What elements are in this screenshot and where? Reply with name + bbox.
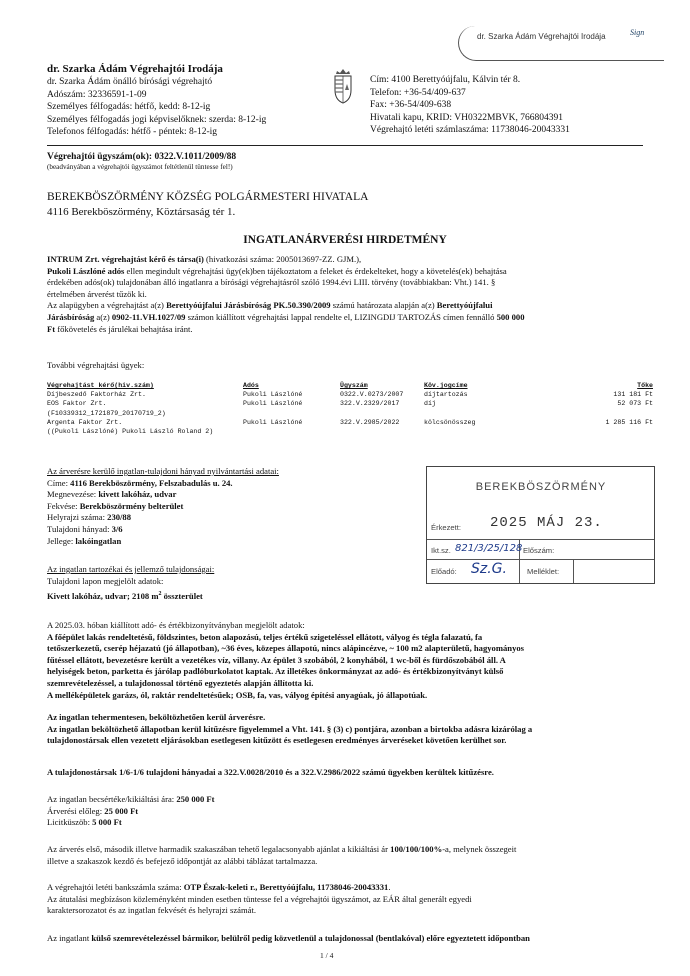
header-contact-line: Végrehajtó letéti számlaszáma: 11738046-20043331 bbox=[370, 125, 570, 135]
table-cell: kölcsönösszeg bbox=[424, 418, 476, 426]
stamp-date: 2025 MÁJ 23. bbox=[490, 515, 603, 531]
field-label: Az ingatlan becsértéke/kikiáltási ára: bbox=[47, 794, 177, 804]
table-cell bbox=[340, 427, 424, 436]
header-contact-line: Telefon: +36-54/409-637 bbox=[370, 87, 466, 98]
features-sub: Tulajdoni lapon megjelölt adatok: bbox=[47, 575, 164, 586]
stamp-town: BEREKBÖSZÖRMÉNY bbox=[475, 481, 607, 493]
stamp-divider bbox=[427, 539, 654, 540]
field-label: Helyrajzi száma: bbox=[47, 512, 108, 523]
table-cell: 322.V.2329/2017 bbox=[340, 400, 400, 408]
stamp-file-handwriting: 821/3/25/128 bbox=[455, 543, 523, 554]
document-title: INGATLANÁRVERÉSI HIRDETMÉNY bbox=[243, 234, 447, 246]
case-number-block bbox=[47, 151, 236, 172]
table-cell: Argenta Faktor Zrt. bbox=[47, 418, 123, 426]
table-row bbox=[47, 399, 653, 408]
property-address: 4116 Berekböszörmény, Felszabadulás u. 24. bbox=[70, 477, 233, 488]
tenure-line: tulajdonostársak ellen vezetett eljárásokban esetlegesen kitűzött és esetlegesen eredményes árveréseket követően kerülhet sor. bbox=[47, 735, 507, 746]
field-label: Árverési előleg: bbox=[47, 805, 105, 816]
page-number: 1 / 4 bbox=[320, 951, 334, 960]
table-cell: EOS Faktor Zrt. bbox=[47, 400, 107, 408]
features-heading: Az ingatlan tartozékai és jellemző tulajdonságai: bbox=[47, 564, 215, 574]
property-block bbox=[47, 466, 279, 547]
table-cell: Pukoli Lászlóné bbox=[243, 418, 303, 426]
recipient-name: BEREKBÖSZÖRMÉNY KÖZSÉG POLGÁRMESTERI HIVATALA bbox=[47, 191, 369, 203]
land-area: Kivett lakóház, udvar; 2108 m bbox=[47, 591, 159, 602]
table-row bbox=[47, 427, 653, 436]
valuation-intro: A 2025.03. hóban kiállított adó- és értékbizonyítványban megjelölt adatok: bbox=[47, 620, 305, 630]
stamp-received-label: Érkezett: bbox=[431, 523, 461, 532]
bid-increment: 5 000 Ft bbox=[92, 817, 122, 828]
bank-block bbox=[47, 882, 657, 917]
stamp-file-label: Ikt.sz. bbox=[431, 546, 451, 555]
field-label: Megnevezése: bbox=[47, 489, 99, 500]
header-divider bbox=[47, 145, 643, 146]
column-header: Adós bbox=[243, 382, 259, 389]
office-name: dr. Szarka Ádám Végrehajtói Irodája bbox=[47, 63, 223, 75]
header-contact-line: Hivatali kapu, KRID: VH0322MBVK, 766804391 bbox=[370, 112, 563, 123]
auction-text: Az árverés első, második illetve harmadik szakaszában tehető legalacsonyabb ajánlat a kikiáltási ár bbox=[47, 844, 391, 854]
auction-text: -a, melynek összegeit bbox=[442, 844, 517, 854]
other-cases-heading: További végrehajtási ügyek: bbox=[47, 360, 145, 370]
table-cell: 322.V.2985/2022 bbox=[340, 418, 400, 426]
parcel-number: 230/88 bbox=[107, 512, 132, 523]
valuation-line: szemrevételezéssel, a tulajdonossal történő egyeztetés alapján állította ki. bbox=[47, 677, 314, 688]
creditor-name: INTRUM Zrt. végrehajtást kérő és társa(i) bbox=[47, 254, 204, 264]
table-header-row bbox=[47, 381, 653, 390]
recipient-address: 4116 Berekböszörmény, Köztársaság tér 1. bbox=[47, 206, 236, 218]
intro-text-part: főkövetelés és járulékai behajtása iránt. bbox=[55, 323, 193, 334]
stamp-divider bbox=[573, 559, 574, 583]
prices-block bbox=[47, 794, 215, 829]
intro-text-part: érdekében adós(ok) tulajdonában álló ingatlanra a bírósági végrehajtásról szóló 1994.évi LIII. törvény (továbbiakban: Vht.) 141. § bbox=[47, 277, 496, 288]
table-row bbox=[47, 418, 653, 427]
stamp-clerk-label: Előadó: bbox=[431, 567, 457, 576]
bank-note: karaktersorozatot és az ingatlan fekvését és helyrajzi számát. bbox=[47, 905, 257, 916]
column-header: Tőke bbox=[637, 382, 653, 389]
valuation-block bbox=[47, 620, 657, 701]
column-header: Végrehajtást kérő(hiv.szám) bbox=[47, 382, 154, 389]
field-label: Fekvése: bbox=[47, 500, 80, 511]
case-note: (beadványában a végrehajtói ügyszámot feltétlenül tüntesse fel!) bbox=[47, 163, 233, 171]
minimum-bid-percent: 100/100/100% bbox=[390, 844, 443, 854]
case-number: Végrehajtói ügyszám(ok): 0322.V.1011/2009/88 bbox=[47, 152, 237, 162]
table-cell bbox=[424, 427, 524, 436]
office-header-left bbox=[47, 62, 266, 139]
debtor-name: Pukoli Lászlóné adós bbox=[47, 265, 125, 276]
land-area-suffix: összterület bbox=[161, 591, 203, 602]
header-line: Adószám: 32336591-1-09 bbox=[47, 89, 147, 100]
table-cell bbox=[340, 409, 424, 418]
header-line: Telefonos félfogadás: hétfő - péntek: 8-12-ig bbox=[47, 127, 218, 137]
table-cell: díj bbox=[424, 400, 436, 408]
table-cell: Díjbeszedő Faktorház Zrt. bbox=[47, 391, 146, 399]
field-label: Címe: bbox=[47, 477, 71, 488]
tenure-line: Az ingatlan beköltözhető állapotban kerül kitűzésre figyelemmel a Vht. 141. § (3) c) pontjára, azonban a birtokba adásra kizárólag a bbox=[47, 723, 533, 734]
header-line: Személyes félfogadás: hétfő, kedd: 8-12-ig bbox=[47, 102, 211, 112]
bank-punctuation: . bbox=[388, 882, 391, 892]
table-cell: ((Pukoli Lászlóné) Pukoli László Roland 2) bbox=[47, 428, 214, 436]
coat-of-arms-icon bbox=[332, 68, 354, 104]
column-header: Köv.jogcíme bbox=[424, 382, 468, 389]
other-cases-table bbox=[47, 381, 653, 436]
valuation-line: tetőszerkezetű, cserép héjazatú (jó állapotban), ~36 éves, közepes állapotú, nincs alápincézve, ~ 100 m2 alapterületű, hagyományos bbox=[47, 643, 525, 654]
features-block bbox=[47, 564, 214, 603]
auction-stages-block bbox=[47, 844, 657, 867]
office-header-right bbox=[370, 74, 570, 137]
stamp-clerk-handwriting: Sz.G. bbox=[471, 561, 507, 577]
table-cell bbox=[524, 427, 653, 436]
table-cell: Pukoli Lászlóné bbox=[243, 391, 303, 399]
valuation-line: fűtéssel ellátott, bevezetésre került a vezetékes víz, villany. Az épület 3 szobából, 2 konyhából, 1 wc-ből és fürdőszobából áll. A bbox=[47, 654, 506, 665]
valuation-line: helyiségek beton, parketta és járólap padlóburkolatot kaptak. Az illetékes önkormányzat az adó- és értékbizonyítványt külső bbox=[47, 666, 504, 677]
intro-text-part: értelmében árverést tűzök ki. bbox=[47, 288, 147, 299]
court-name: Berettyóújfalui bbox=[436, 300, 493, 311]
property-type: kivett lakóház, udvar bbox=[98, 489, 177, 500]
claim-amount: 500 000 bbox=[496, 311, 525, 322]
stamp-divider bbox=[427, 559, 654, 560]
ownership-share: 3/6 bbox=[111, 523, 123, 534]
header-line: Személyes félfogadás jogi képviselőknek: szerda: 8-12-ig bbox=[47, 114, 267, 125]
intro-text-part: ellen megindult végrehajtási ügy(ek)ben tájékoztatom a feleket és érdekelteket, hogy a követelés(ek) behajtása bbox=[124, 265, 507, 276]
valuation-line: A főépület lakás rendeltetésű, földszintes, beton alapozású, teljes értékű szigeteléssel ellátott, vályog és tégla falazatú, fa bbox=[47, 631, 483, 642]
registry-stamp bbox=[426, 466, 655, 584]
table-cell: 52 073 Ft bbox=[617, 400, 653, 408]
auction-text: illetve a szakaszok kezdő és befejező időpontját az alábbi táblázat tartalmazza. bbox=[47, 855, 318, 866]
header-contact-line: Fax: +36-54/409-638 bbox=[370, 100, 452, 110]
valuation-line: A melléképületek garázs, ól, raktár rendeltetésűek; OSB, fa, vas, vályog építési anyagúak, jó állapotúak. bbox=[47, 689, 428, 700]
field-label: Tulajdoni hányad: bbox=[47, 523, 112, 534]
table-row bbox=[47, 409, 653, 418]
intro-text-part: (hivatkozási száma: 2005013697-ZZ. GJM.), bbox=[203, 254, 362, 264]
table-cell bbox=[424, 409, 524, 418]
column-header: Ügyszám bbox=[340, 382, 368, 389]
tenure-line: Az ingatlan tehermentesen, beköltözhetően kerül árverésre. bbox=[47, 712, 266, 722]
court-name: Járásbíróság bbox=[47, 311, 95, 322]
intro-text-part: a(z) bbox=[94, 311, 112, 322]
table-cell bbox=[524, 409, 653, 418]
table-cell bbox=[243, 409, 340, 418]
bank-account: OTP Észak-keleti r., Berettyóújfalu, 11738046-20043331 bbox=[183, 882, 389, 892]
area-unit-superscript: 2 bbox=[158, 591, 162, 598]
signature-mark: Sign bbox=[630, 28, 645, 37]
claim-currency: Ft bbox=[47, 323, 56, 334]
viewing-text: Az ingatlant bbox=[47, 933, 92, 943]
recipient-block bbox=[47, 190, 368, 220]
table-cell bbox=[243, 427, 340, 436]
table-cell: (F10339312_1721879_20170719_2) bbox=[47, 409, 166, 417]
field-label: Licitküszöb: bbox=[47, 817, 93, 828]
property-location: Berekböszörmény belterület bbox=[79, 500, 184, 511]
header-contact-line: Cím: 4100 Berettyóújfalu, Kálvin tér 8. bbox=[370, 75, 521, 85]
viewing-text-bold: külső szemrevételezéssel bármikor, belülről pedig közvetlenül a tulajdonossal (bentlakóval) előre egyeztetett időpontban bbox=[91, 933, 530, 943]
top-stamp-text: dr. Szarka Ádám Végrehajtói Irodája bbox=[477, 32, 606, 41]
bank-label: A végrehajtói letéti bankszámla száma: bbox=[47, 882, 184, 892]
intro-text-part: számú határozata alapján a(z) bbox=[330, 300, 437, 311]
co-owners-note: A tulajdonostársak 1/6-1/6 tulajdoni hányadai a 322.V.0028/2010 és a 322.V.2986/2022 számú ügyekben kerültek kitűzésre. bbox=[47, 767, 494, 777]
deposit-amount: 25 000 Ft bbox=[104, 805, 139, 816]
field-label: Jellege: bbox=[47, 535, 76, 546]
top-corner-stamp bbox=[458, 26, 664, 61]
viewing-note bbox=[47, 933, 657, 945]
court-ref: Berettyóújfalui Járásbíróság PK.50.390/2009 bbox=[166, 300, 331, 311]
table-row bbox=[47, 390, 653, 399]
intro-text-part: Az alapügyben a végrehajtást a(z) bbox=[47, 300, 167, 311]
intro-text-part: számon kiállított végrehajtási lappal rendelte el, LIZINGDIJ TARTOZÁS címen fennálló bbox=[185, 311, 497, 322]
intro-text bbox=[47, 254, 657, 335]
table-cell: 0322.V.0273/2007 bbox=[340, 391, 404, 399]
table-cell: Pukoli Lászlóné bbox=[243, 400, 303, 408]
table-cell: 131 181 Ft bbox=[613, 391, 653, 399]
table-cell: 1 285 116 Ft bbox=[605, 418, 653, 426]
property-character: lakóingatlan bbox=[75, 535, 122, 546]
stamp-prior-label: Előszám: bbox=[523, 546, 555, 555]
tenure-block bbox=[47, 712, 657, 747]
property-heading: Az árverésre kerülő ingatlan-tulajdoni hányad nyilvántartási adatai: bbox=[47, 466, 279, 476]
header-line: dr. Szarka Ádám önálló bírósági végrehajtó bbox=[47, 77, 213, 87]
starting-price: 250 000 Ft bbox=[176, 794, 215, 804]
stamp-attachment-label: Melléklet: bbox=[527, 567, 560, 576]
enforcement-sheet-number: 0902-11.VH.1027/09 bbox=[111, 311, 186, 322]
bank-note: Az átutalási megbízáson közleményként minden esetben tüntesse fel a végrehajtói ügyszámot, az EÁR által generált egyedi bbox=[47, 893, 472, 904]
table-cell: díjtartozás bbox=[424, 391, 468, 399]
